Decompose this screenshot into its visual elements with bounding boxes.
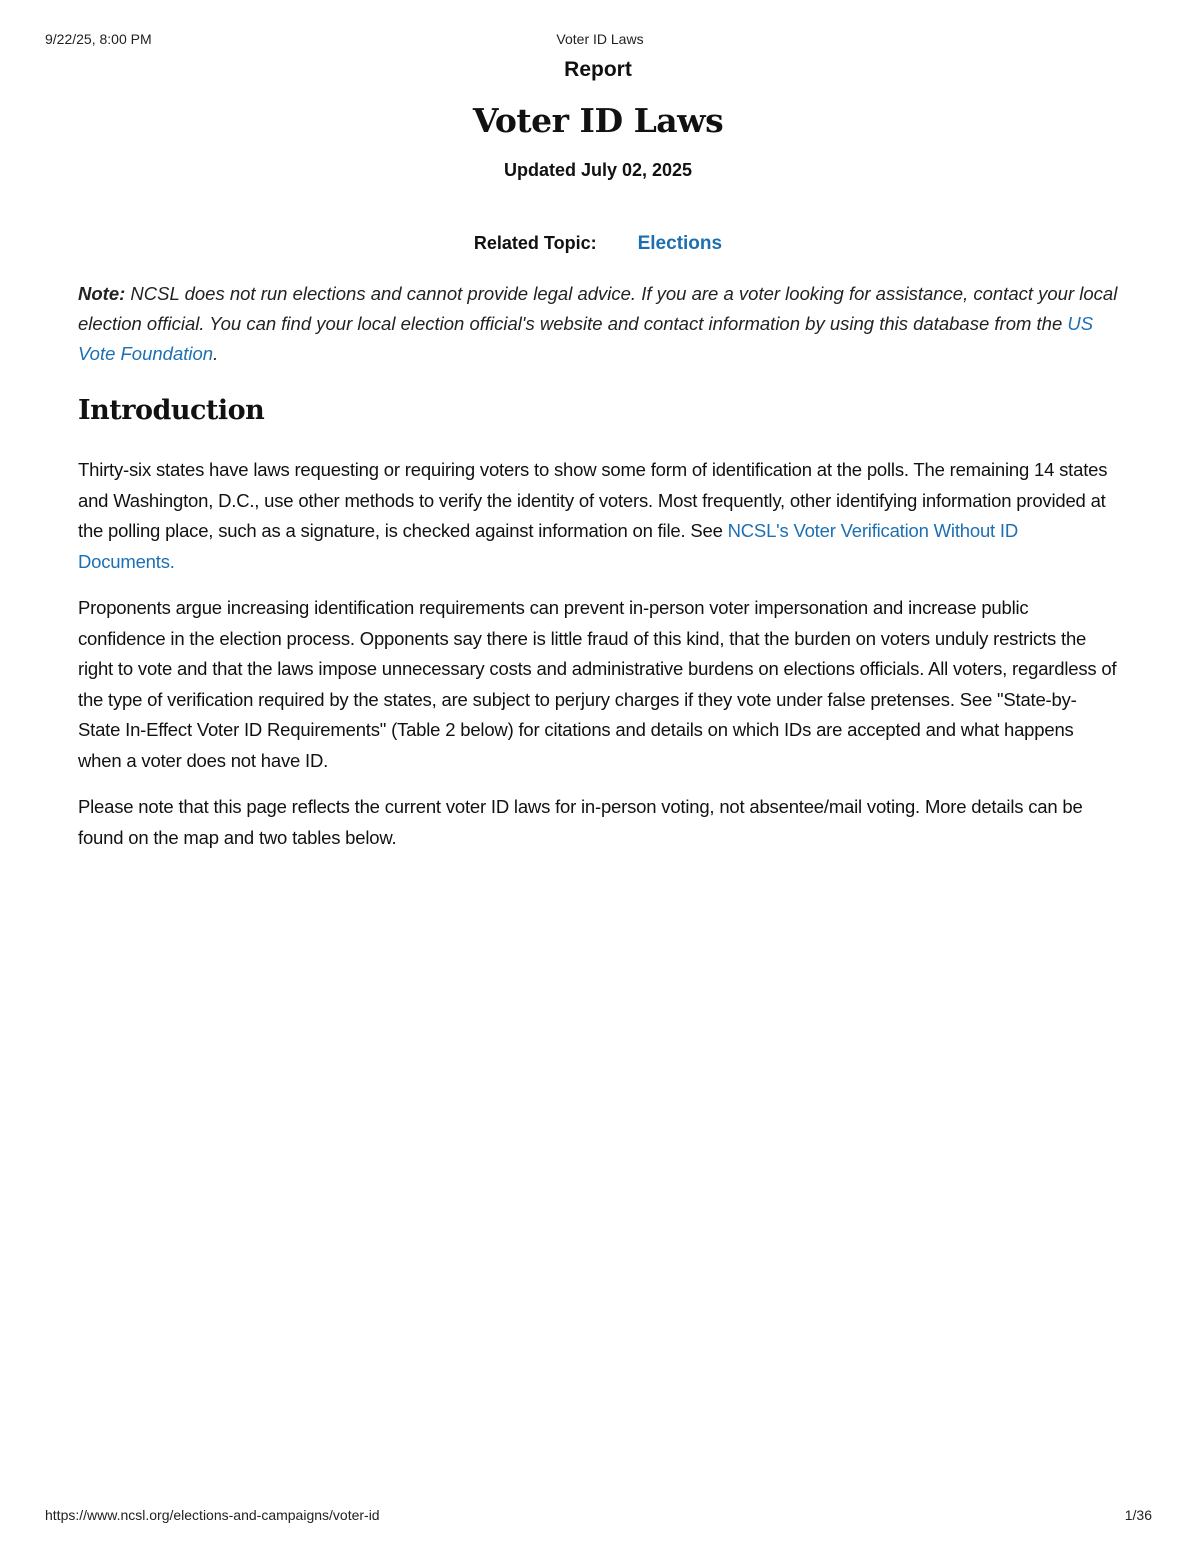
related-topic-label: Related Topic:	[473, 233, 597, 253]
note-paragraph	[78, 279, 1118, 369]
intro-paragraph-1-text: Thirty-six states have laws requesting or requiring voters to show some form of identification at the polls. The remaining 14 states and Washington, D.C., use other methods to verify the identity of voters. Most frequently, other identifying information provided at the polling place, such as a signature, is checked against information on file. See	[78, 459, 1108, 541]
related-topic	[78, 228, 1118, 259]
print-footer-page-number: 1/36	[1124, 1507, 1152, 1523]
article-content	[78, 55, 1118, 853]
voter-verification-link[interactable]: NCSL's Voter Verification Without ID Documents.	[78, 520, 1019, 572]
intro-paragraph-1	[78, 455, 1118, 577]
updated-date: Updated July 02, 2025	[503, 160, 693, 180]
related-topic-link-elections[interactable]: Elections	[637, 233, 723, 254]
print-header-datetime: 9/22/25, 8:00 PM	[45, 31, 152, 47]
page-title: Voter ID Laws	[472, 101, 724, 140]
print-footer-url: https://www.ncsl.org/elections-and-campaigns/voter-id	[45, 1507, 380, 1523]
print-header-title: Voter ID Laws	[556, 31, 644, 47]
note-label: Note:	[78, 283, 126, 304]
intro-paragraph-3: Please note that this page reflects the current voter ID laws for in-person voting, not absentee/mail voting. More details can be found on the map and two tables below.	[78, 796, 1083, 848]
intro-paragraph-2: Proponents argue increasing identification requirements can prevent in-person voter impersonation and increase public confidence in the election process. Opponents say there is little fraud of this kind, that the burden on voters unduly restricts the right to vote and that the laws impose unnecessary costs and administrative burdens on elections officials. All voters, regardless of the type of verification required by the states, are subject to perjury charges if they vote under false pretenses. See "State-by-State In-Effect Voter ID Requirements" (Table 2 below) for citations and details on which IDs are accepted and what happens when a voter does not have ID.	[78, 597, 1117, 771]
note-text: NCSL does not run elections and cannot provide legal advice. If you are a voter looking for assistance, contact your local election official. You can find your local election official's website and contact information by using this database from the	[78, 283, 1118, 334]
article-type-label: Report	[564, 58, 632, 81]
introduction-heading: Introduction	[78, 395, 265, 426]
us-vote-foundation-link[interactable]: US Vote Foundation	[78, 313, 1094, 364]
note-end: .	[213, 343, 219, 364]
